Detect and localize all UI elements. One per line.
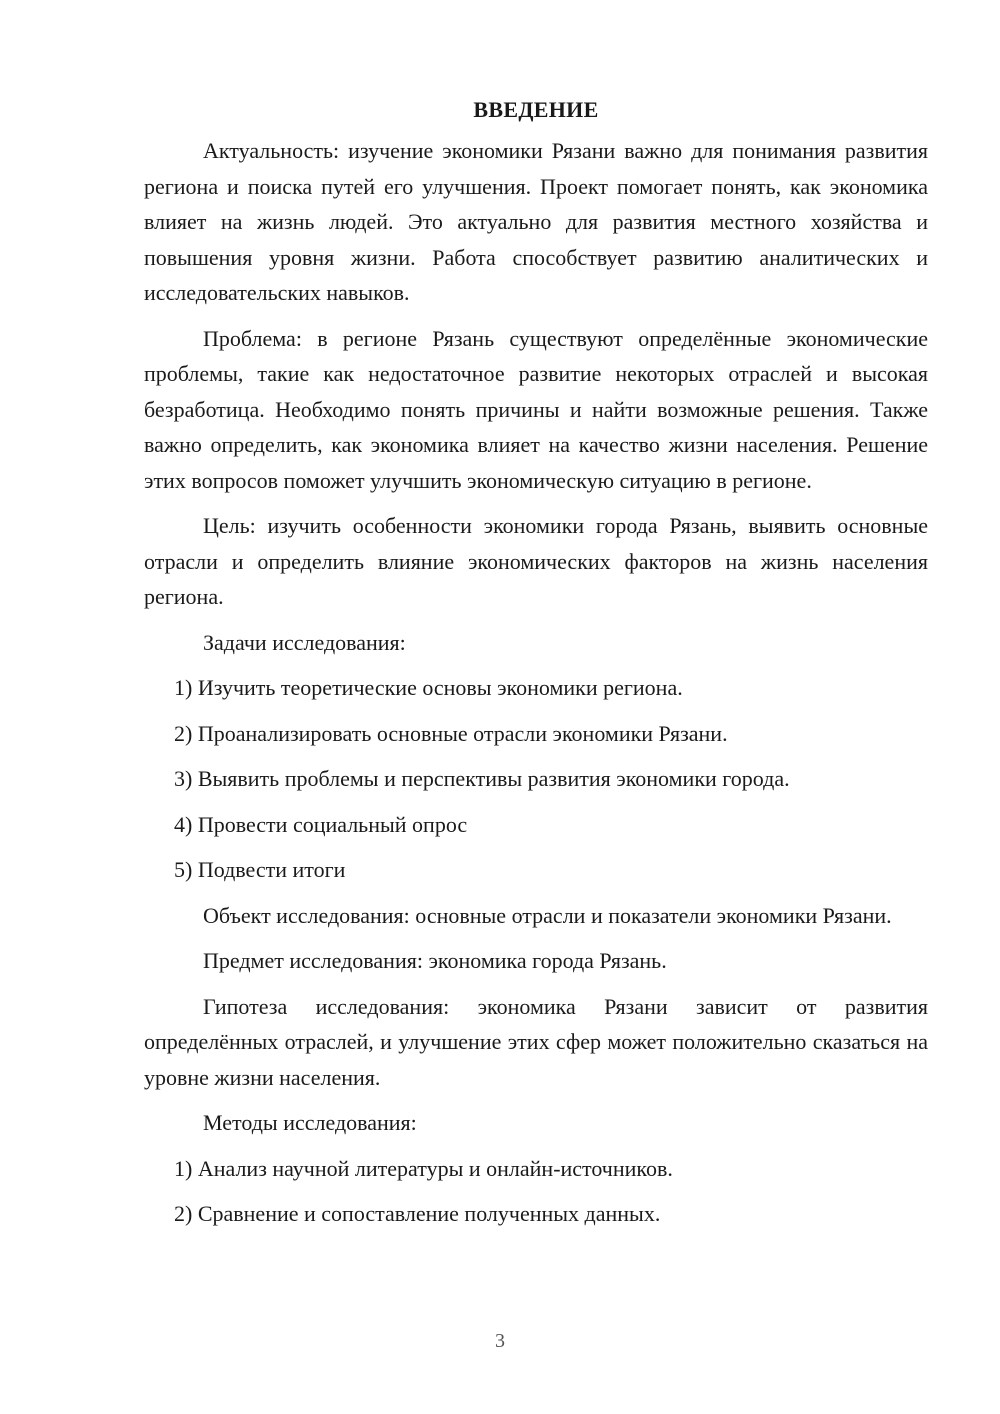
subject-paragraph: Предмет исследования: экономика города Рязань. [203,948,667,973]
tasks-heading: Задачи исследования: [203,629,406,655]
list-item: 5) Подвести итоги [174,857,346,882]
list-item: 2) Проанализировать основные отрасли экономики Рязани. [174,720,728,746]
hypothesis-paragraph: Гипотеза исследования: экономика Рязани зависит от развития определённых отраслей, и улучшение этих сфер может положительно сказаться на уровне жизни населения. [144,993,928,1090]
methods-heading: Методы исследования: [203,1110,417,1135]
goal-paragraph: Цель: изучить особенности экономики города Рязань, выявить основные отрасли и определить влияние экономических факторов на жизнь населения региона. [144,513,928,609]
page-number: 3 [495,1330,505,1352]
list-item: 2) Сравнение и сопоставление полученных данных. [174,1201,661,1226]
list-item: 1) Анализ научной литературы и онлайн-источников. [174,1155,673,1181]
page-title: ВВЕДЕНИЕ [473,97,599,122]
relevance-paragraph: Актуальность: изучение экономики Рязани важно для понимания развития региона и поиска путей его улучшения. Проект помогает понять, как экономика влияет на жизнь людей. Это актуально для развития местного хозяйства и повышения уровня жизни. Работа способствует развитию аналитических и исследовательских навыков. [144,138,928,305]
list-item: 1) Изучить теоретические основы экономики региона. [174,675,683,700]
object-paragraph: Объект исследования: основные отрасли и показатели экономики Рязани. [203,902,892,928]
tasks-list [144,670,928,888]
problem-paragraph: Проблема: в регионе Рязань существуют определённые экономические проблемы, такие как недостаточное развитие некоторых отраслей и высокая безработица. Необходимо понять причины и найти возможные решения. Также важно определить, как экономика влияет на качество жизни населения. Решение этих вопросов поможет улучшить экономическую ситуацию в регионе. [144,325,928,493]
list-item: 4) Провести социальный опрос [174,811,468,837]
list-item: 3) Выявить проблемы и перспективы развития экономики города. [174,766,790,791]
methods-list [144,1151,928,1232]
document-page [144,92,928,1242]
